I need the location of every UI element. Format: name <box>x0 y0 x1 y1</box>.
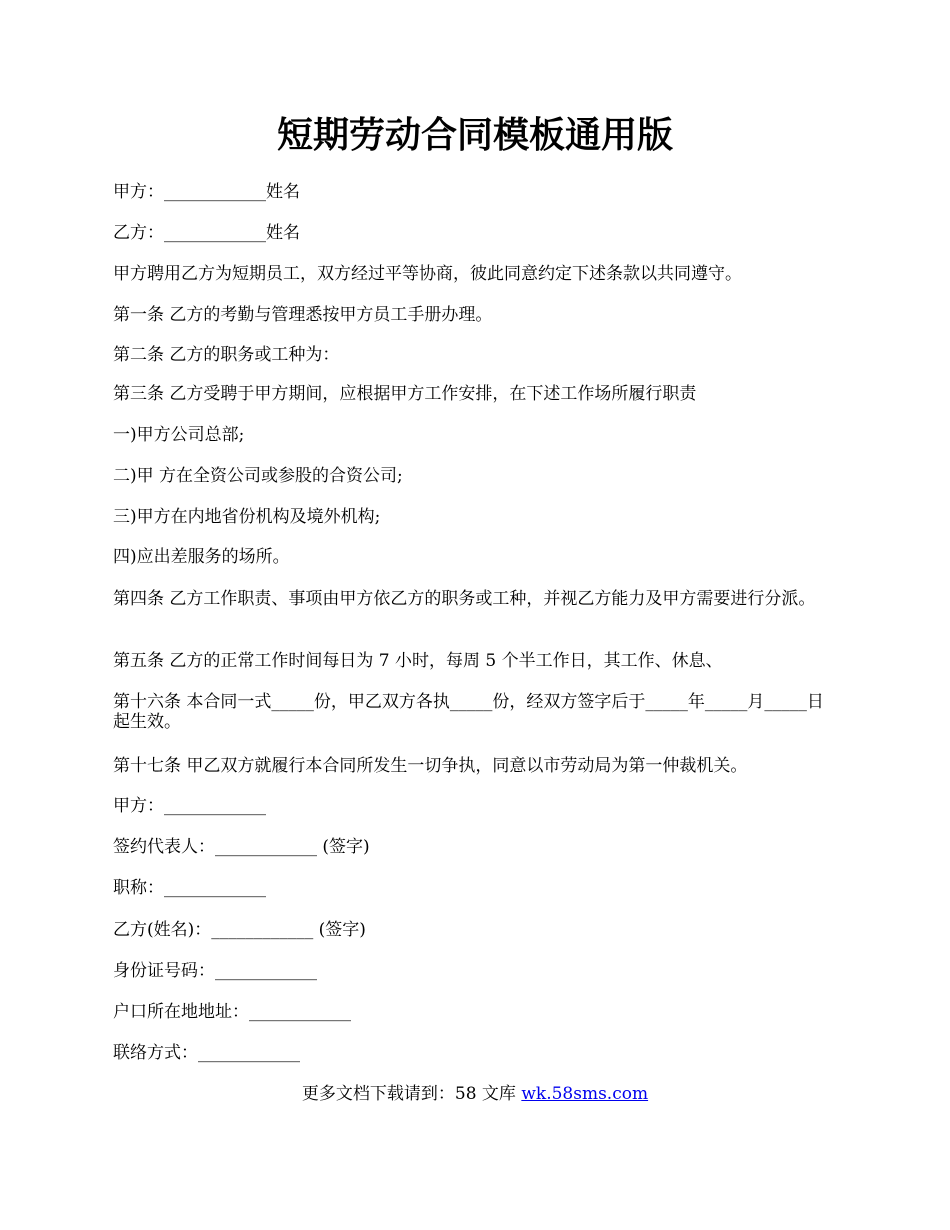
article-16: 第十六条 本合同一式_____份，甲乙双方各执_____份，经双方签字后于_____年_____月_____日起生效。 <box>113 692 824 732</box>
article-3: 第三条 乙方受聘于甲方期间，应根据甲方工作安排，在下述工作场所履行职责 <box>113 384 697 404</box>
workplace-item-1: 一)甲方公司总部; <box>113 425 245 445</box>
preamble-paragraph: 甲方聘用乙方为短期员工，双方经过平等协商，彼此同意约定下述条款以共同遵守。 <box>113 264 742 284</box>
workplace-item-4: 四)应出差服务的场所。 <box>113 547 290 567</box>
party-b-name-line: 乙方：____________姓名 <box>113 223 300 243</box>
signature-party-a: 甲方：____________ <box>113 796 266 816</box>
household-address-line: 户口所在地地址：____________ <box>113 1002 351 1022</box>
article-4: 第四条 乙方工作职责、事项由甲方依乙方的职务或工种，并视乙方能力及甲方需要进行分派。 <box>113 589 816 609</box>
signature-job-title: 职称：____________ <box>113 878 266 898</box>
id-number-line: 身份证号码：____________ <box>113 961 317 981</box>
signature-representative: 签约代表人：____________ (签字) <box>113 837 370 857</box>
footer-link[interactable]: wk.58sms.com <box>521 1084 649 1104</box>
workplace-item-3: 三)甲方在内地省份机构及境外机构; <box>113 507 381 527</box>
contact-line: 联络方式：____________ <box>113 1043 300 1063</box>
article-1: 第一条 乙方的考勤与管理悉按甲方员工手册办理。 <box>113 305 493 325</box>
footer-text: 更多文档下载请到：58 文库 <box>301 1084 522 1104</box>
footer <box>0 1084 950 1104</box>
party-a-name-line: 甲方：____________姓名 <box>113 182 300 202</box>
article-2: 第二条 乙方的职务或工种为： <box>113 345 340 365</box>
article-17: 第十七条 甲乙双方就履行本合同所发生一切争执，同意以市劳动局为第一仲裁机关。 <box>113 756 748 776</box>
article-5: 第五条 乙方的正常工作时间每日为 7 小时，每周 5 个半工作日，其工作、休息、 <box>113 651 723 671</box>
document-title: 短期劳动合同模板通用版 <box>276 114 673 156</box>
signature-party-b: 乙方(姓名)：____________ (签字) <box>113 920 366 940</box>
workplace-item-2: 二)甲 方在全资公司或参股的合资公司; <box>113 466 403 486</box>
